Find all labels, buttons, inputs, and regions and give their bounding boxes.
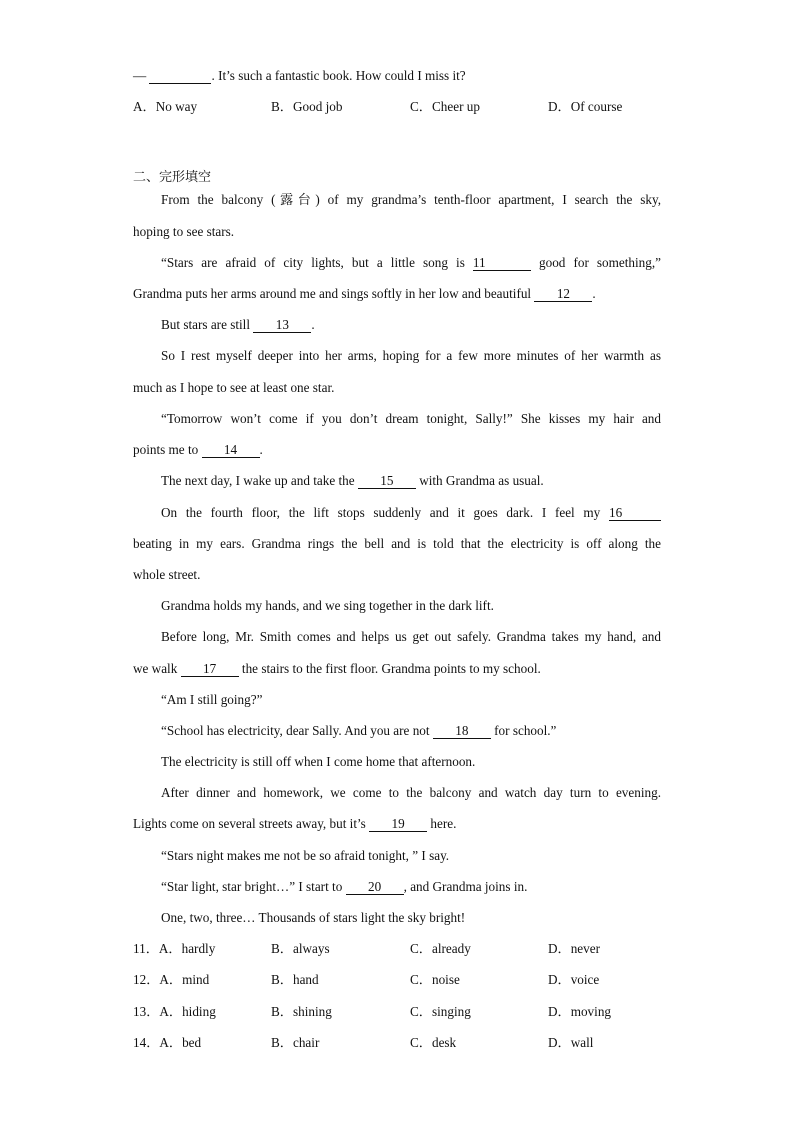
option-c: C．already bbox=[410, 941, 471, 956]
passage-line: hoping to see stars. bbox=[133, 224, 235, 239]
q10-option-d: D．Of course bbox=[548, 99, 623, 114]
passage-line: “Stars are afraid of city lights, but a little song is 11 good for something,” bbox=[161, 255, 662, 270]
answer-blank bbox=[149, 69, 211, 84]
passage-line: “School has electricity, dear Sally. And you are not 18 for school.” bbox=[161, 723, 557, 738]
option-d: D．moving bbox=[548, 1004, 612, 1019]
passage-line: we walk 17 the stairs to the first floor. Grandma points to my school. bbox=[133, 661, 541, 676]
option-c: C．noise bbox=[410, 972, 460, 987]
blank-14: 14 bbox=[202, 443, 260, 458]
option-b: B．chair bbox=[271, 1035, 320, 1050]
passage-line: “Am I still going?” bbox=[161, 692, 263, 707]
option-b: B．always bbox=[271, 941, 330, 956]
blank-12: 12 bbox=[534, 287, 592, 302]
passage-line: Grandma holds my hands, and we sing together in the dark lift. bbox=[161, 598, 494, 613]
question-number: 14．A．bed bbox=[133, 1035, 202, 1050]
passage-line: “Stars night makes me not be so afraid tonight, ” I say. bbox=[161, 848, 450, 863]
blank-15: 15 bbox=[358, 474, 416, 489]
option-b: B．shining bbox=[271, 1004, 332, 1019]
question-number: 13．A．hiding bbox=[133, 1004, 216, 1019]
blank-17: 17 bbox=[181, 662, 239, 677]
option-b: B．hand bbox=[271, 972, 319, 987]
question-number: 11．A．hardly bbox=[133, 941, 216, 956]
blank-18: 18 bbox=[433, 724, 491, 739]
passage-line: But stars are still 13 . bbox=[161, 317, 315, 332]
section-title: 二、完形填空 bbox=[133, 170, 212, 185]
passage-line: After dinner and homework, we come to the balcony and watch day turn to evening. bbox=[161, 785, 661, 800]
passage-line: beating in my ears. Grandma rings the bell and is told that the electricity is off along the bbox=[133, 536, 661, 551]
passage-line: One, two, three… Thousands of stars light the sky bright! bbox=[161, 910, 466, 925]
option-c: C．singing bbox=[410, 1004, 471, 1019]
question-10-stem: — . It’s such a fantastic book. How could I miss it? bbox=[133, 68, 466, 83]
passage-line: The next day, I wake up and take the 15 with Grandma as usual. bbox=[161, 473, 544, 488]
passage-line: points me to 14 . bbox=[133, 442, 263, 457]
option-d: D．never bbox=[548, 941, 600, 956]
option-c: C．desk bbox=[410, 1035, 457, 1050]
passage-line: much as I hope to see at least one star. bbox=[133, 380, 335, 395]
passage-line: Grandma puts her arms around me and sings softly in her low and beautiful 12 . bbox=[133, 286, 596, 301]
passage-line: So I rest myself deeper into her arms, hoping for a few more minutes of her warmth as bbox=[161, 348, 661, 363]
blank-16: 16 bbox=[609, 506, 661, 521]
passage-line: On the fourth floor, the lift stops suddenly and it goes dark. I feel my 16 bbox=[161, 505, 661, 521]
blank-19: 19 bbox=[369, 817, 427, 832]
blank-11: 11 bbox=[473, 256, 531, 271]
passage-line: From the balcony (露台) of my grandma’s tenth-floor apartment, I search the sky, bbox=[161, 192, 661, 208]
q10-option-a: A．No way bbox=[133, 99, 198, 114]
q10-option-c: C．Cheer up bbox=[410, 99, 480, 114]
q10-option-b: B．Good job bbox=[271, 99, 343, 114]
option-d: D．wall bbox=[548, 1035, 594, 1050]
blank-13: 13 bbox=[253, 318, 311, 333]
passage-line: Before long, Mr. Smith comes and helps us get out safely. Grandma takes my hand, and bbox=[161, 629, 661, 644]
passage-line: “Star light, star bright…” I start to 20 , and Grandma joins in. bbox=[161, 879, 528, 894]
passage-line: “Tomorrow won’t come if you don’t dream tonight, Sally!” She kisses my hair and bbox=[161, 411, 661, 426]
option-d: D．voice bbox=[548, 972, 600, 987]
passage-line: whole street. bbox=[133, 567, 201, 582]
question-number: 12．A．mind bbox=[133, 972, 210, 987]
passage-line: Lights come on several streets away, but it’s 19 here. bbox=[133, 816, 457, 831]
blank-20: 20 bbox=[346, 880, 404, 895]
passage-line: The electricity is still off when I come home that afternoon. bbox=[161, 754, 476, 769]
